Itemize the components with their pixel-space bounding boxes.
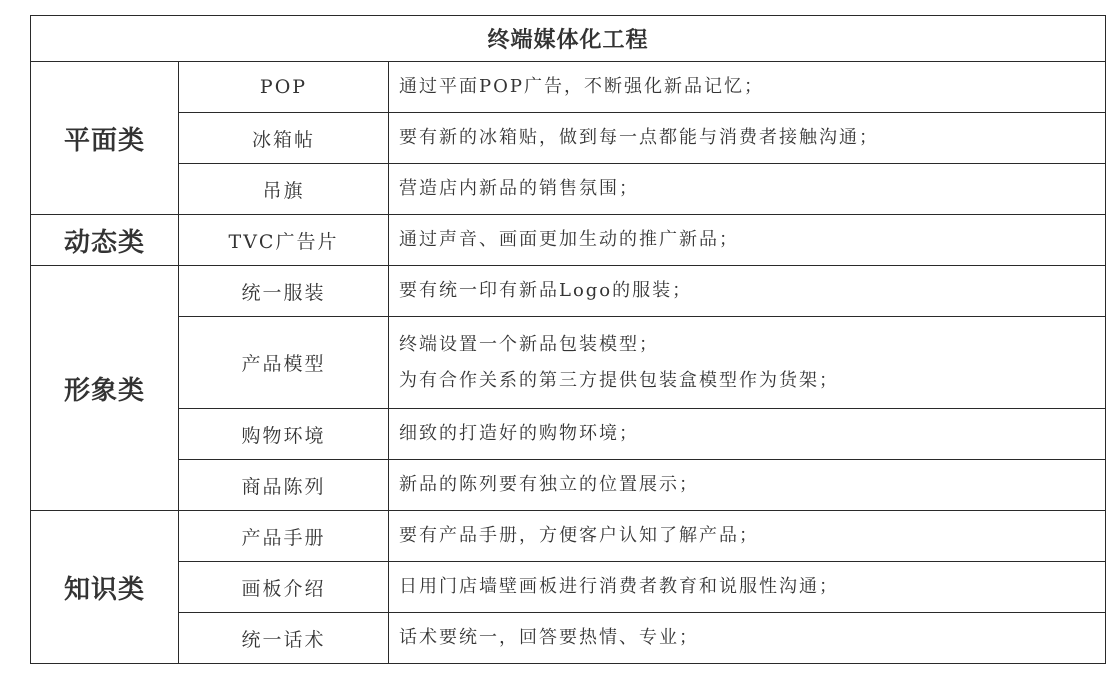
item-display: 商品陈列 bbox=[179, 460, 389, 511]
table-row bbox=[31, 613, 1106, 664]
table-row bbox=[31, 164, 1106, 215]
item-shopping-env: 购物环境 bbox=[179, 409, 389, 460]
desc-manual: 要有产品手册，方便客户认知了解产品； bbox=[389, 511, 1106, 562]
media-engineering-table bbox=[30, 15, 1106, 664]
category-knowledge: 知识类 bbox=[31, 511, 179, 664]
item-manual: 产品手册 bbox=[179, 511, 389, 562]
item-pop: POP bbox=[179, 62, 389, 113]
table-row bbox=[31, 511, 1106, 562]
desc-board: 日用门店墙壁画板进行消费者教育和说服性沟通； bbox=[389, 562, 1106, 613]
item-fridge-sticker: 冰箱帖 bbox=[179, 113, 389, 164]
table-row bbox=[31, 266, 1106, 317]
desc-shopping-env: 细致的打造好的购物环境； bbox=[389, 409, 1106, 460]
item-tvc: TVC广告片 bbox=[179, 215, 389, 266]
item-hanging-flag: 吊旗 bbox=[179, 164, 389, 215]
desc-fridge-sticker: 要有新的冰箱贴，做到每一点都能与消费者接触沟通； bbox=[389, 113, 1106, 164]
item-uniform: 统一服装 bbox=[179, 266, 389, 317]
desc-uniform: 要有统一印有新品Logo的服装； bbox=[389, 266, 1106, 317]
desc-product-model: 终端设置一个新品包装模型； 为有合作关系的第三方提供包装盒模型作为货架； bbox=[389, 317, 1106, 409]
desc-hanging-flag: 营造店内新品的销售氛围； bbox=[389, 164, 1106, 215]
item-board: 画板介绍 bbox=[179, 562, 389, 613]
desc-pop: 通过平面POP广告，不断强化新品记忆； bbox=[389, 62, 1106, 113]
table-row bbox=[31, 460, 1106, 511]
item-product-model: 产品模型 bbox=[179, 317, 389, 409]
category-flat: 平面类 bbox=[31, 62, 179, 215]
desc-tvc: 通过声音、画面更加生动的推广新品； bbox=[389, 215, 1106, 266]
table-title: 终端媒体化工程 bbox=[31, 16, 1106, 62]
table-row bbox=[31, 215, 1106, 266]
desc-display: 新品的陈列要有独立的位置展示； bbox=[389, 460, 1106, 511]
desc-script: 话术要统一，回答要热情、专业； bbox=[389, 613, 1106, 664]
item-script: 统一话术 bbox=[179, 613, 389, 664]
category-dynamic: 动态类 bbox=[31, 215, 179, 266]
table-row bbox=[31, 62, 1106, 113]
table-row bbox=[31, 317, 1106, 409]
table-row bbox=[31, 113, 1106, 164]
table-row bbox=[31, 562, 1106, 613]
table-row bbox=[31, 409, 1106, 460]
category-image: 形象类 bbox=[31, 266, 179, 511]
